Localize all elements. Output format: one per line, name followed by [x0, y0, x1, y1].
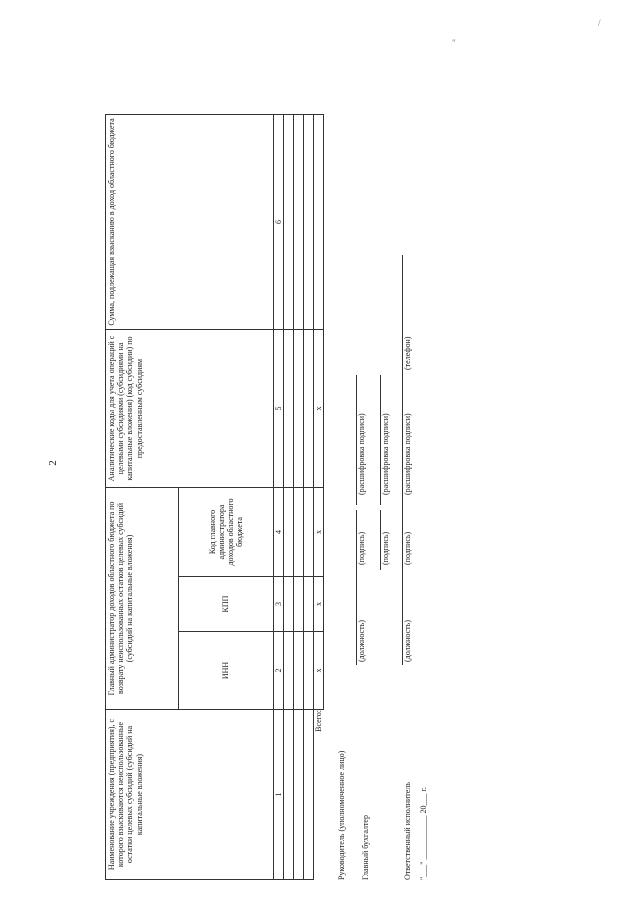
subsidies-table — [105, 114, 324, 880]
column-number: 4 — [274, 488, 284, 577]
header-admin-code: Код главного администратора доходов областного бюджета — [179, 488, 274, 577]
phone-caption: (телефон) — [403, 336, 412, 370]
header-amount: Сумма, подлежащая взысканию в доход областного бюджета — [106, 115, 274, 330]
column-number: 1 — [274, 710, 284, 880]
column-numbers-row — [274, 115, 284, 880]
table-row — [284, 115, 294, 880]
decoding-caption: (расшифровка подписи) — [357, 413, 366, 495]
decoding-caption: (расшифровка подписи) — [381, 413, 390, 495]
header-kpp: КПП — [179, 577, 274, 632]
stray-mark: " — [452, 38, 456, 48]
header-analytic-codes: Аналитические коды для учета операций с целевыми субсидиями (субсидиями на капитальные вложения) (код субсидии) по предоставленным субсидиям — [106, 330, 274, 488]
date-line: "___" ___________ 20___ г. — [419, 787, 428, 880]
accountant-label: Главный бухгалтер — [361, 815, 370, 880]
position-caption: (должность) — [357, 620, 366, 662]
position-caption: (должность) — [403, 620, 412, 662]
column-number: 3 — [274, 577, 284, 632]
table-row — [294, 115, 304, 880]
table-row — [304, 115, 314, 880]
stray-mark: / — [598, 18, 601, 28]
total-row — [314, 115, 324, 880]
total-analytic-codes: х — [314, 330, 324, 488]
total-inn: х — [314, 632, 324, 710]
total-kpp: х — [314, 577, 324, 632]
rotated-document-content — [105, 115, 605, 905]
column-number: 5 — [274, 330, 284, 488]
total-admin-code: х — [314, 488, 324, 577]
head-label: Руководитель (уполномоченное лицо) — [337, 750, 346, 880]
column-number: 6 — [274, 115, 284, 330]
signature-caption: (подпись) — [357, 531, 366, 565]
signature-caption: (подпись) — [381, 531, 390, 565]
header-institution-name: Наименование учреждения (предприятия), с которого взыскиваются неиспользованные остатки целевых субсидий (субсидий на капитальные вложения) — [106, 710, 274, 880]
total-label: Всего: — [314, 710, 323, 732]
page-number: 2 — [46, 460, 59, 466]
total-amount — [314, 115, 324, 330]
header-inn: ИНН — [179, 632, 274, 710]
signature-caption: (подпись) — [403, 531, 412, 565]
decoding-caption: (расшифровка подписи) — [403, 413, 412, 495]
column-number: 2 — [274, 632, 284, 710]
executor-label: Ответственный исполнитель — [403, 782, 412, 880]
header-administrator-group: Главный администратор доходов областного бюджета по возврату неиспользованных остатков целевых субсидий (субсидий на капитальные вложения) — [106, 488, 179, 710]
